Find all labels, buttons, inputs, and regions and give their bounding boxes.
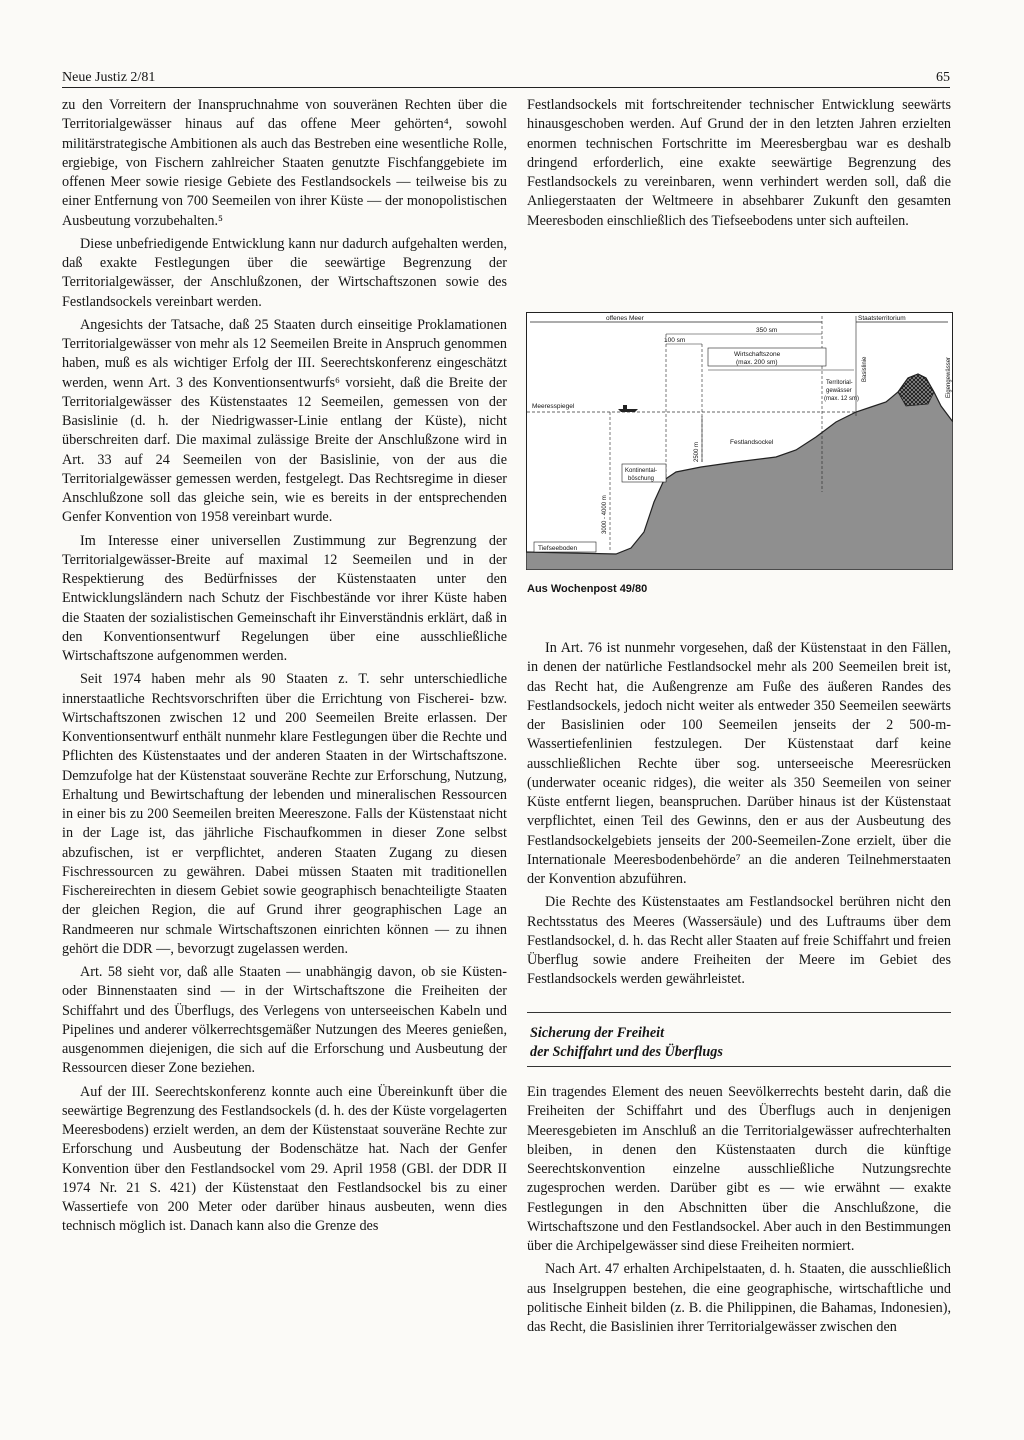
paragraph: Seit 1974 haben mehr als 90 Staaten z. T. sehr unterschiedliche innerstaatliche Rechtsvorschriften über die Errichtung von Fischerei- bzw. Wirtschaftszonen zwischen 12 und 200 Seemeilen Breite erlassen. Der Konventionsentwurf enthält nunmehr klare Festlegungen über die Rechte und Pflichten des Küstenstaates und der anderen Staaten in der Wirtschaftszone. Demzufolge hat der Küstenstaat souveräne Rechte zur Erforschung, Nutzung, Erhaltung und Bewirtschaftung der lebenden und mineralischen Ressourcen in einer bis zu 200 Seemeilen breiten Meereszone. Falls der Küstenstaat nicht in der Lage ist, das jährliche Fischaufkommen in dieser Zone selbst abzufischen, ist er verpflichtet, anderen Staaten Zugang zu diesen Fischressourcen zu gewähren. Dabei müssen Staaten mit traditionellen Fischereirechten in diesem Gebiet sowie geographisch benachteiligte Staaten der gleichen Region, die auf Grund ihrer geographischen Lage an Randmeeren nur schmale Wirtschaftszonen einrichten können — zu ihnen gehört die DDR —, bevorzugt zugelassen werden. — [62, 671, 507, 957]
page-header — [62, 66, 950, 86]
label-continental-shelf: Festlandsockel — [730, 439, 774, 446]
paragraph: Die Rechte des Küstenstaates am Festlandsockel berühren nicht den Rechtsstatus des Meeres (Wassersäule) und des Luftraums über dem Festlandsockel, d. h. das Recht aller Staaten auf freie Schiffahrt und freien Überflug sowie andere Freiheiten der Meere im Gebiet des Festlandsockels werden gewährleistet. — [527, 894, 951, 988]
label-deep-seabed: Tiefseeboden — [538, 545, 578, 552]
label-open-sea: offenes Meer — [606, 315, 644, 322]
paragraph: zu den Vorreitern der Inanspruchnahme von souveränen Rechten über die Territorialgewässer hinaus auf das offene Meer gehörten⁴, sowohl militärstrategische Ambitionen als auch das Bestreben eine wesentliche Rolle, ergiebige, von Fischern zahlreicher Staaten genutzte Fischfanggebiete im offenen Meer sowie riesige Gebiete des Festlandsockels — teilweise bis zu einer Entfernung von 700 Seemeilen von ihrer Küste — der monopolistischen Ausbeutung vorzubehalten.⁵ — [62, 97, 507, 229]
left-column — [62, 96, 507, 1241]
header-rule — [62, 87, 950, 88]
section-heading-line1: Sicherung der Freiheit — [530, 1025, 665, 1041]
page-number: 65 — [936, 70, 950, 85]
section-heading-line2: der Schiffahrt und des Überflugs — [530, 1044, 723, 1060]
section-rule-top — [527, 1012, 951, 1013]
label-350: 350 sm — [756, 327, 778, 334]
paragraph: Im Interesse einer universellen Zustimmung zur Begrenzung der Territorialgewässer-Breite auf maximal 12 Seemeilen und in der Respektierung des Bedürfnisses der Küstenstaaten unter den Entwicklungsländern nach Schutz der Fischbestände vor ihrer Küste haben die Staaten der sozialistischen Gemeinschaft ihr Einverständnis erklärt, daß in den Konventionsentwurf Regelungen über eine ausschließliche Wirtschaftszone aufgenommen werden. — [62, 532, 507, 664]
section-heading — [530, 1024, 950, 1062]
label-territorial-3: (max. 12 sm) — [824, 396, 860, 402]
label-slope-1: Kontinental- — [625, 468, 658, 474]
right-column-bottom — [527, 639, 951, 994]
paragraph: Diese unbefriedigende Entwicklung kann nur dadurch aufgehalten werden, daß exakte Festlegungen über die seewärtige Begrenzung der Territorialgewässer, der Anschlußzonen, der Wirtschaftszonen sowie des Festlandsockels vereinbart werden. — [62, 235, 507, 310]
label-inland-waters: Eigengewässer — [946, 356, 952, 398]
label-depth-2500: 2500 m — [694, 441, 700, 462]
label-baseline: Basislinie — [862, 356, 868, 382]
right-column-top — [527, 96, 951, 235]
paragraph: Ein tragendes Element des neuen Seevölkerrechts besteht darin, daß die Freiheiten der Schiffahrt und des Überflugs auch in denjenigen Meeresgebieten im Anschluß an die Territorialgewässer aufrechterhalten bleiben, in denen den Küstenstaaten durch die künftige Seerechtskonvention einzelne ausschließliche Nutzungsrechte zugesprochen werden. Darüber gibt es — wie erwähnt — exakte Festlegungen in den Abschnitten über die Anschlußzone, die Wirtschaftszone und den Festlandsockel. Aber auch in den Bestimmungen über die Archipelgewässer sind diese Freiheiten normiert. — [527, 1084, 951, 1254]
right-column-section — [527, 1083, 951, 1341]
figure-caption: Aus Wochenpost 49/80 — [527, 583, 648, 595]
journal-title: Neue Justiz 2/81 — [62, 70, 156, 85]
paragraph: Art. 58 sieht vor, daß alle Staaten — unabhängig davon, ob sie Küsten- oder Binnenstaaten sind — in der Wirtschaftszone die Freiheiten der Schiffahrt und des Überflugs, des Verlegens von unterseeischen Kabeln und Pipelines und anderer völkerrechtsgemäßer Nutzungen des Meeres genießen, ausgenommen diejenigen, die sich auf die Erforschung und Ausbeutung der Ressourcen dieser Zone beziehen. — [62, 964, 507, 1077]
section-rule-bottom — [527, 1066, 951, 1067]
label-slope-2: böschung — [628, 476, 655, 482]
continental-shelf-diagram — [526, 312, 953, 570]
paragraph: In Art. 76 ist nunmehr vorgesehen, daß der Küstenstaat in den Fällen, in denen der natürliche Festlandsockel mehr als 200 Seemeilen breit ist, das Recht hat, die Außengrenze am Fuße des äußeren Randes des Festlandsockels, jedoch nicht weiter als entweder 350 Seemeilen seewärts der Basislinien oder 100 Seemeilen jenseits der 2 500-m-Wassertiefenlinien festzulegen. Der Küstenstaat darf keine ausschließlichen Rechte über sog. unterseeische Meeresrücken (underwater oceanic ridges), die weiter als 350 Seemeilen von seiner Küste entfernt liegen, beanspruchen. Darüber hinaus ist der Küstenstaat verpflichtet, einen Teil des Gewinns, den er aus der Ausbeutung des Festlandsockelgebiets jenseits der 200-Seemeilen-Zone erzielt, über die Internationale Meeresbodenbehörde⁷ an die anderen Teilnehmerstaaten der Konvention abzuführen. — [527, 640, 951, 887]
paragraph: Angesichts der Tatsache, daß 25 Staaten durch einseitige Proklamationen Territorialgewässer von mehr als 12 Seemeilen Breite in Anspruch genommen haben, muß es als wichtiger Erfolg der III. Seerechtskonferenz eingeschätzt werden, wenn Art. 3 des Konventionsentwurfs⁶ vorsieht, daß die Breite der Territorialgewässer des Küstenstaates 12 Seemeilen, gemessen von der Basislinie (d. h. der Niedrigwasser-Linie entlang der Küste), nicht überschreiten darf. Die maximal zulässige Breite der Anschlußzone wird in Art. 33 auf 24 Seemeilen von der Basislinie, von der aus die Territorialgewässer gemessen werden, festgelegt. Das Rechtsregime in dieser Anschlußzone soll das gleiche sein, wie es bereits in der entsprechenden Genfer Konvention von 1958 vereinbart wurde. — [62, 316, 507, 526]
label-depth-range: 3000 - 4000 m — [602, 495, 608, 534]
label-economic-zone: Wirtschaftszone — [734, 351, 781, 358]
paragraph: Nach Art. 47 erhalten Archipelstaaten, d. h. Staaten, die ausschließlich aus Inselgruppen bestehen, die eine geographische, wirtschaftliche und politische Einheit bilden (z. B. die Philippinen, die Bahamas, Indonesien), das Recht, die Basislinien ihrer Territorialgewässer zwischen den — [527, 1261, 951, 1335]
paragraph: Auf der III. Seerechtskonferenz konnte auch eine Übereinkunft über die seewärtige Begrenzung des Festlandsockels (d. h. des der Küste vorgelagerten Meeresbodens) erzielt werden, an dem der Küstenstaat souveräne Rechte zur Erforschung und Ausbeutung der Bodenschätze hat. Nach der Genfer Konvention über den Festlandsockel vom 29. April 1958 (GBl. der DDR II 1974 Nr. 21 S. 421) der Küstenstaat den Festlandsockel bis zu einer Wassertiefe von 200 Meter oder darüber hinaus ausbeuten, wenn dies technisch möglich ist. Danach kann also die Grenze des — [62, 1083, 507, 1235]
label-sea-level: Meeresspiegel — [532, 403, 575, 410]
label-economic-zone-max: (max. 200 sm) — [736, 359, 778, 366]
paragraph: Festlandsockels mit fortschreitender technischer Entwicklung seewärts hinausgeschoben werden. Auf Grund der in den letzten Jahren erzielten enormen technischen Fortschritte im Meeresbergbau war es deshalb dringend erforderlich, eine exakte seewärtige Begrenzung des Festlandsockels zu vereinbaren, wenn verhindert werden soll, daß die Anliegerstaaten der Weltmeere in absehbarer Zukunft den gesamten Meeresboden einschließlich des Tiefseebodens unter sich aufteilen. — [527, 97, 951, 229]
label-100: 100 sm — [664, 337, 686, 344]
label-territorial-2: gewässer — [826, 388, 852, 394]
label-state-territory: Staatsterritorium — [858, 315, 906, 322]
label-territorial-1: Territorial- — [826, 380, 853, 386]
